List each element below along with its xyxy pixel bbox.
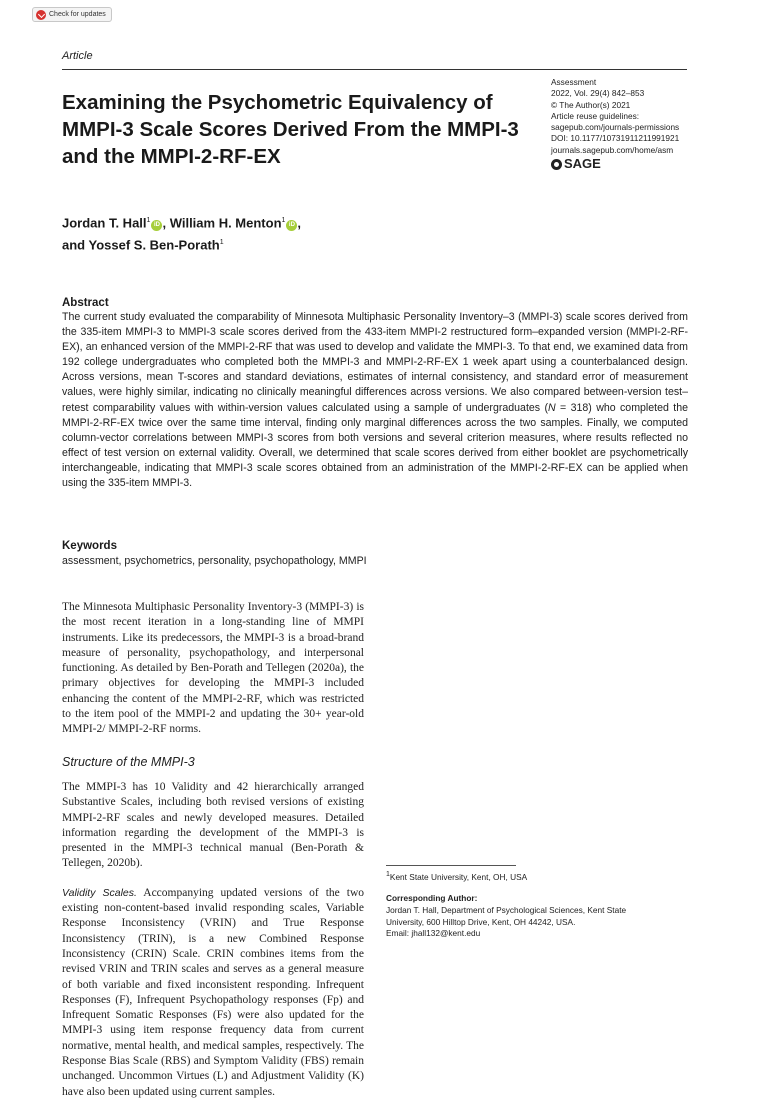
affiliation-mark: 1 [219,239,224,247]
article-type-label: Article [62,50,93,62]
journal-volume: 2022, Vol. 29(4) 842–853 [551,88,645,99]
author-name: Jordan T. Hall [62,215,147,231]
affiliation-footnote [386,869,688,883]
abstract-part-2: = 318) who completed the MMPI-2-RF-EX twice over the same time interval, finding only marginal differences across the two samples. Finally, we computed column-vector correlations between MMPI-3 scores from both versions and several criterion measures, where results reflected no effect of test version on external validity. Overall, we determined that scale scores derived from either booklet are psychometrically interchangeable, indicating that MMPI-3 scale scores obtained from an administration of the MMPI-2-RF-EX can be applied when using the 335-item MMPI-3. [62,401,688,490]
affiliation-mark: 1 [281,217,286,224]
footnote-rule [386,865,516,866]
structure-paragraph: The MMPI-3 has 10 Validity and 42 hierarchically arranged Substantive Scales, including both revised versions of existing MMPI-2-RF scales and newly developed measures. Detailed information regarding the development of the MMPI-3 is presented in the MMPI-3 technical manual (Ben-Porath & Tellegen, 2020b). [62,780,364,870]
keywords-heading: Keywords [62,540,117,552]
intro-paragraph: The Minnesota Multiphasic Personality Inventory-3 (MMPI-3) is the most recent iteration in a long-standing line of MMPI instruments. Like its predecessors, the MMPI-3 is a broad-brand measure of personality, psychopathology, and interpersonal functioning. As detailed by Ben-Porath and Tellegen (2020a), the primary objectives for developing the MMPI-3 included enhancing the content of the MMPI-2-RF, which was restricted to the item pool of the MMPI-2 and updating the 30+ year-old MMPI-2/ MMPI-2-RF norms. [62,601,364,736]
author-name: and Yossef S. Ben-Porath [62,237,220,253]
update-check-icon [36,10,46,20]
header-rule [62,69,687,70]
permissions-link[interactable]: sagepub.com/journals-permissions [551,122,680,133]
journal-home-link[interactable]: journals.sagepub.com/home/asm [551,144,674,155]
sage-logo-icon [551,159,562,170]
affiliation-text: Kent State University, Kent, OH, USA [389,871,528,882]
orcid-icon[interactable]: iD [286,220,297,231]
keywords-list: assessment, psychometrics, personality, psychopathology, MMPI [62,555,367,567]
affiliation-mark: 1 [386,871,390,878]
sample-size-symbol: N [548,401,556,414]
validity-paragraph [62,886,364,1100]
copyright-line: © The Author(s) 2021 [551,99,631,110]
body-column-left [62,600,364,1100]
paper-title: Examining the Psychometric Equivalency of MMPI-3 Scale Scores Derived From the MMPI-3 and the MMPI-2-RF-EX [62,91,519,168]
journal-meta [551,77,701,171]
corresponding-author-heading: Corresponding Author: [386,893,478,904]
orcid-icon[interactable]: iD [151,220,162,231]
publisher-logo [551,157,701,171]
affiliation-mark: 1 [146,217,151,224]
corresponding-author-email[interactable]: Email: jhall132@kent.edu [386,928,481,939]
author-separator: , [297,215,302,231]
check-for-updates-badge[interactable] [32,7,112,22]
doi-link[interactable]: DOI: 10.1177/10731911211991921 [551,133,680,144]
corresponding-author-line: Jordan T. Hall, Department of Psychological Sciences, Kent State [386,904,627,915]
validity-text: Accompanying updated versions of the two existing non-content-based invalid responding scales, Variable Response Inconsistency (VRIN) and True Response Inconsistency (TRIN), is a new Combined Response Inconsistency (CRIN) Scale. CRIN combines items from the revised VRIN and TRIN scales and serves as a general measure of both variable and fixed inconsistent responding. Infrequent Responses (F), Infrequent Psychopathology responses (Fp) and Infrequent Somatic Responses (Fs) were also updated for the MMPI-3 using item response frequency data from current normative, mental health, and medical samples, respectively. The Response Bias Scale (RBS) and Symptom Validity (FBS) remain unchanged. Uncommon Virtues (L) and Adjustment Validity (K) have also been updated using current samples. [62,886,365,1098]
abstract-heading: Abstract [62,297,109,309]
author-list [62,211,532,256]
corresponding-author-address: University, 600 Hilltop Drive, Kent, OH 44242, USA. [386,916,576,927]
check-for-updates-label: Check for updates [49,11,106,18]
footnote-block [386,869,688,940]
validity-run-in-heading: Validity Scales. [62,886,137,899]
reuse-guidelines: Article reuse guidelines: [551,110,640,121]
abstract-text [62,310,688,491]
author-name: William H. Menton [169,215,282,231]
journal-name: Assessment [551,77,597,87]
section-heading: Structure of the MMPI-3 [62,754,195,769]
author-separator: , [162,215,167,231]
publisher-name: SAGE [564,156,601,172]
abstract-part-1: The current study evaluated the comparability of Minnesota Multiphasic Personality Inventory–3 (MMPI-3) scale scores derived from the 335-item MMPI-3 to MMPI-3 scale scores derived from the 433-item MMPI-2 restructured form–expanded version (MMPI-2-RF-EX), an enhanced version of the MMPI-2-RF that was used to develop and validate the MMPI-3. To that end, we examined data from 192 college undergraduates who completed both the MMPI-3 and MMPI-2-RF-EX 1 week apart using a counterbalanced design. Across versions, mean T-scores and standard deviations, estimates of internal consistency, and standard error of measurement values, were highly similar, indicating no clinically meaningful differences across versions. We also compared between-version test–retest comparability values with within-version values calculated using a sample of undergraduates ( [62,311,688,414]
